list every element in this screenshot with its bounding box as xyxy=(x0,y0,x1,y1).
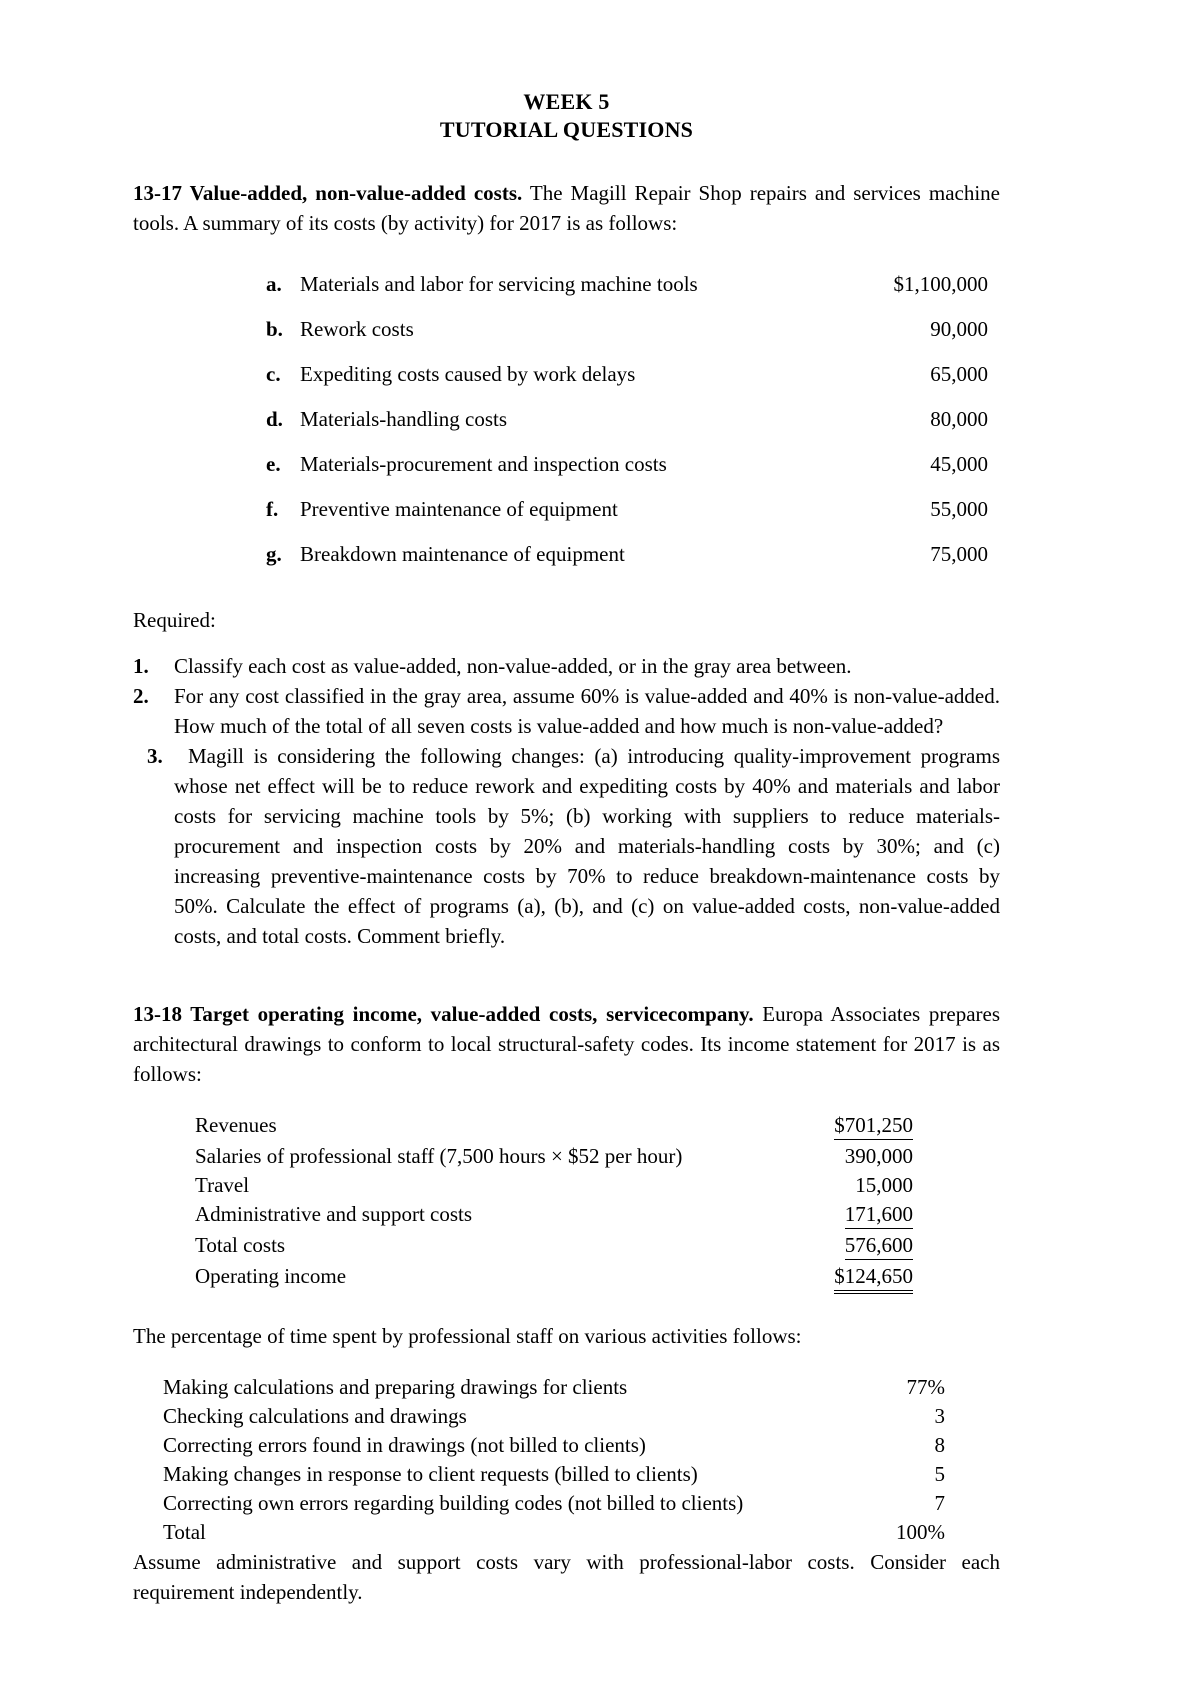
table-row xyxy=(266,442,988,487)
question-13-17 xyxy=(133,178,1000,951)
required-label: Required: xyxy=(133,608,216,632)
income-line-value xyxy=(773,1231,913,1262)
question-13-18-intro-paragraph xyxy=(133,999,1000,1089)
table-row xyxy=(195,1262,913,1293)
income-line-amount: $701,250 xyxy=(834,1112,913,1140)
table-row xyxy=(163,1431,945,1460)
list-item xyxy=(133,651,1000,681)
table-row xyxy=(163,1460,945,1489)
table-row xyxy=(195,1111,913,1142)
question-13-18-intro-text: Europa Associates prepares architectural drawings to conform to local structural-safety codes. Its income statement for 2017 is as follows: xyxy=(133,1002,1001,1086)
question-13-17-intro-text: The Magill Repair Shop repairs and services machine tools. A summary of its costs (by activity) for 2017 is as follows: xyxy=(133,181,1000,235)
activity-percent: 3 xyxy=(934,1404,945,1428)
cost-item-description: Expediting costs caused by work delays xyxy=(300,362,636,386)
cost-item-description: Materials and labor for servicing machine tools xyxy=(300,272,698,296)
cost-item-letter: a. xyxy=(266,272,282,296)
activity-label: Making changes in response to client requests (billed to clients) xyxy=(163,1462,698,1486)
activity-label: Making calculations and preparing drawings for clients xyxy=(163,1375,628,1399)
activity-label: Total xyxy=(163,1520,206,1544)
closing-paragraph: Assume administrative and support costs vary with professional-labor costs. Consider each requirement independently. xyxy=(133,1550,1000,1604)
cost-item-letter: g. xyxy=(266,542,282,566)
table-row xyxy=(195,1231,913,1262)
cost-item-amount: 75,000 xyxy=(930,542,988,566)
income-line-label: Operating income xyxy=(195,1264,347,1288)
requirement-number: 3. xyxy=(147,744,163,768)
document-header xyxy=(133,88,1000,144)
table-row xyxy=(266,532,988,577)
requirement-number: 1. xyxy=(133,654,149,678)
activity-percent: 7 xyxy=(934,1491,945,1515)
table-row xyxy=(195,1171,913,1200)
activity-percent: 5 xyxy=(934,1462,945,1486)
cost-item-amount: 65,000 xyxy=(930,362,988,386)
requirement-text: Classify each cost as value-added, non-value-added, or in the gray area between. xyxy=(174,654,852,678)
income-line-label: Salaries of professional staff (7,500 hours × $52 per hour) xyxy=(195,1144,683,1168)
cost-summary-table xyxy=(266,262,988,577)
cost-item-letter: d. xyxy=(266,407,283,431)
header-line-subtitle: TUTORIAL QUESTIONS xyxy=(439,117,694,142)
list-item xyxy=(133,741,1000,951)
list-item xyxy=(133,681,1000,741)
income-line-label: Travel xyxy=(195,1173,250,1197)
requirement-text: For any cost classified in the gray area, assume 60% is value-added and 40% is non-value-added. How much of the total of all seven costs is value-added and how much is non-value-added? xyxy=(174,684,1000,738)
income-line-amount: 171,600 xyxy=(845,1201,913,1229)
cost-item-description: Preventive maintenance of equipment xyxy=(300,497,618,521)
income-line-label: Total costs xyxy=(195,1233,286,1257)
question-13-18-title: 13-18 Target operating income, value-added costs, servicecompany. xyxy=(133,1002,754,1026)
table-row xyxy=(163,1373,945,1402)
time-percentage-table xyxy=(163,1373,945,1547)
activity-percent: 100% xyxy=(896,1520,945,1544)
percentage-intro-text: The percentage of time spent by professional staff on various activities follows: xyxy=(133,1324,802,1348)
requirement-number: 2. xyxy=(133,684,149,708)
table-row xyxy=(163,1402,945,1431)
time-percentage-body xyxy=(163,1373,945,1547)
requirement-text: Magill is considering the following changes: (a) introducing quality-improvement programs whose net effect will be to reduce rework and expediting costs by 40% and materials and labor costs for servicing machine tools by 5%; (b) working with suppliers to reduce materials-procurement and inspection costs by 20% and materials-handling costs by 30%; and (c) increasing preventive-maintenance costs by 70% to reduce breakdown-maintenance costs by 50%. Calculate the effect of programs (a), (b), and (c) on value-added costs, non-value-added costs, and total costs. Comment briefly. xyxy=(174,744,1000,948)
income-line-amount: 576,600 xyxy=(845,1232,913,1260)
table-row xyxy=(266,487,988,532)
cost-summary-body xyxy=(266,262,988,577)
table-row xyxy=(266,397,988,442)
activity-label: Correcting errors found in drawings (not billed to clients) xyxy=(163,1433,646,1457)
income-line-amount: 390,000 xyxy=(844,1144,913,1168)
table-row xyxy=(163,1489,945,1518)
question-13-17-title: 13-17 Value-added, non-value-added costs. xyxy=(133,181,523,205)
income-line-label: Administrative and support costs xyxy=(195,1202,473,1226)
activity-percent: 77% xyxy=(906,1375,945,1399)
income-line-label: Revenues xyxy=(195,1113,277,1137)
requirements-list xyxy=(133,651,1000,951)
cost-item-letter: e. xyxy=(266,452,281,476)
header-line-week: WEEK 5 xyxy=(523,89,610,114)
cost-item-description: Materials-handling costs xyxy=(300,407,508,431)
cost-item-description: Breakdown maintenance of equipment xyxy=(300,542,625,566)
cost-item-description: Rework costs xyxy=(300,317,414,341)
cost-item-amount: 90,000 xyxy=(930,317,988,341)
income-statement-body xyxy=(195,1111,913,1293)
income-line-amount: 15,000 xyxy=(855,1173,913,1197)
cost-item-amount: $1,100,000 xyxy=(893,272,988,296)
income-line-value xyxy=(773,1111,913,1142)
cost-item-amount: 55,000 xyxy=(930,497,988,521)
table-row xyxy=(266,352,988,397)
activity-label: Checking calculations and drawings xyxy=(163,1404,467,1428)
income-statement-table xyxy=(195,1111,913,1293)
table-row xyxy=(195,1142,913,1171)
cost-item-letter: f. xyxy=(266,497,279,521)
cost-item-amount: 45,000 xyxy=(930,452,988,476)
income-line-value xyxy=(773,1200,913,1231)
activity-percent: 8 xyxy=(934,1433,945,1457)
activity-label: Correcting own errors regarding building codes (not billed to clients) xyxy=(163,1491,744,1515)
income-line-amount: $124,650 xyxy=(834,1263,913,1291)
cost-item-amount: 80,000 xyxy=(930,407,988,431)
table-row xyxy=(266,307,988,352)
cost-item-letter: c. xyxy=(266,362,281,386)
question-13-17-intro-paragraph xyxy=(133,178,1000,238)
question-13-18 xyxy=(133,999,1000,1607)
cost-item-letter: b. xyxy=(266,317,283,341)
table-row xyxy=(163,1518,945,1547)
cost-item-description: Materials-procurement and inspection costs xyxy=(300,452,667,476)
table-row xyxy=(195,1200,913,1231)
table-row xyxy=(266,262,988,307)
income-line-value xyxy=(773,1171,913,1200)
income-line-value xyxy=(773,1142,913,1171)
income-line-value xyxy=(773,1262,913,1293)
